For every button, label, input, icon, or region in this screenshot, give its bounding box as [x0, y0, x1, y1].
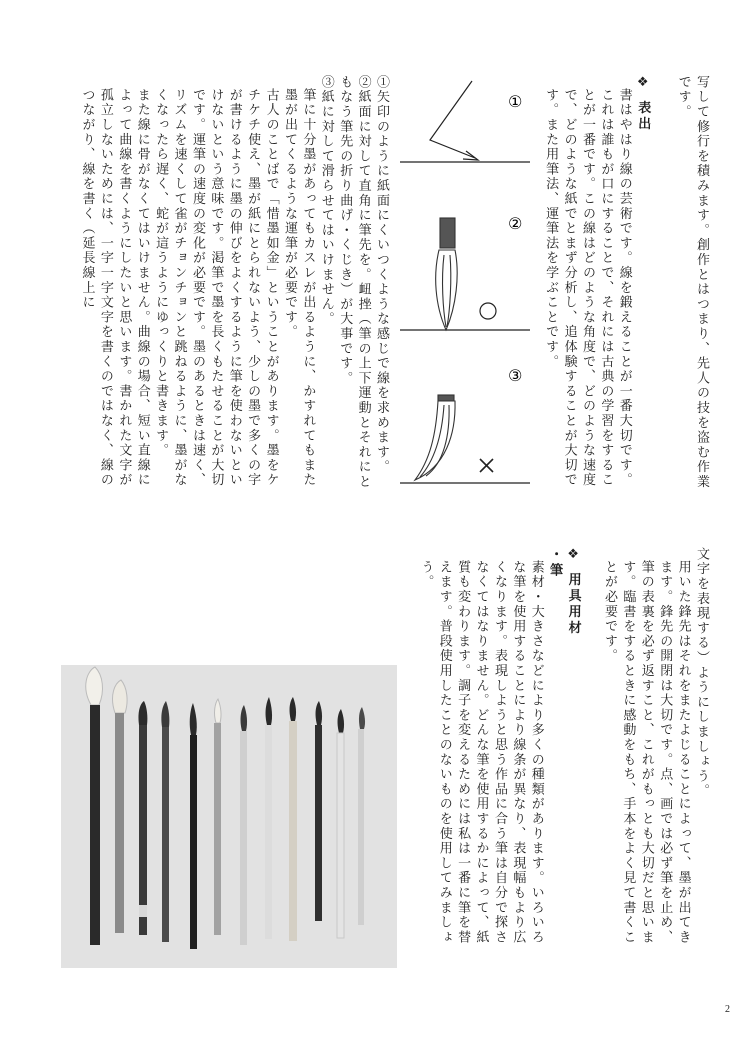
- hochi-paragraph: 用いた鋒先はそれをまたよじることによって、墨が出てきます。鋒先の開閉は大切です。点、画では必ず筆を止め、筆の表裏を必ず返すこと、これがもっとも大切だと思います。臨書をするときに感動をもち、手本をよく見て書くことが必要です。: [601, 560, 691, 945]
- brushes-illustration: [61, 665, 397, 968]
- figure-label-2: ②: [508, 214, 523, 233]
- kojin-paragraph: 古人のことばで「惜墨如金」ということがあります。墨をケチケチ使え、墨が紙にとられないよう、少しの墨で多くの字が書けるように墨の伸びをよくするように筆を使わないといけないという意味です。渇筆で墨を長くもたせることが大切です。運筆の速度の変化が必要です。墨のあるときは速く、リズムを速くして雀がチョンチョンと跳ねるように、墨がなくなったら遅く、蛇が這うようにゆっくりと書きます。: [153, 88, 279, 488]
- numbered-item-2: ②紙面に対して直角に筆先を。衄挫（筆の上下運動とそれにともなう筆先の折り曲げ・くじき）が大事です。: [337, 75, 371, 490]
- brushes-photo: [61, 665, 397, 968]
- hyoushutsu-paragraph: 書はやはり線の芸術です。線を鍛えることが一番大切です。これは誰もが口にすることで、それには古典の学習をすることが一番です。この線はどのような角度で、どのような速度で、どのような紙でとまず分析し、追体験することが大切です。また用筆法、運筆法を学ぶことです。: [543, 88, 632, 488]
- mata-paragraph: また線に骨がなくてはいけません。曲線の場合、短い直線によって曲線を書くようにしたいと思います。書かれた文字が孤立しないためには、一字一字文字を書くのではなく、線のつながり、線を書く（延長線上に: [79, 88, 150, 488]
- arrow-head: [463, 151, 478, 160]
- brush-slanted-figure: [415, 395, 455, 480]
- figure-label-1: ①: [508, 92, 523, 111]
- brush-6: [214, 699, 221, 935]
- brush-9: [289, 697, 297, 941]
- brush-2: [113, 680, 128, 933]
- brush-8: [265, 697, 272, 939]
- body-text-top-right: [535, 75, 710, 495]
- sozai-paragraph: 素材・大きさなどにより多くの種類があります。いろいろな筆を使用することにより線条が異なり、表現幅もより広くなります。表現しようと思う作品に合う筆は自分で探さなくてはなりません。どんな筆を使用するかによって、紙質も変わります。調子を変えるためには私は一番に筆を替えます。普段使用したことのないものを使用してみましょう。: [418, 560, 544, 945]
- intro-paragraph: 写して修行を積みます。創作とはつまり、先人の技を盗む作業です。: [675, 75, 709, 490]
- brush-4: [161, 701, 169, 942]
- continued-paragraph: 文字を表現する）ようにしましょう。: [694, 547, 709, 799]
- correct-mark-circle: [480, 303, 496, 319]
- subheading-fude: ・筆: [547, 547, 563, 579]
- numbered-item-3: ③紙に対して滑らせてはいけません。: [318, 75, 334, 327]
- fude-paragraph: 筆に十分墨があってもカスレが出るように、かすれてもまた墨が出てくるような運筆が必要です。: [281, 88, 316, 488]
- section-heading-yougu: ❖ 用具用材: [565, 547, 581, 637]
- brush-12: [358, 707, 365, 925]
- body-text-bottom: [405, 547, 710, 957]
- brush-5: [190, 703, 197, 949]
- page-number: 2: [725, 1004, 730, 1015]
- brush-3: [138, 701, 147, 935]
- brush-1: [86, 667, 103, 945]
- section-heading-hyoushutsu: ❖ 表出: [635, 75, 651, 133]
- brush-10: [315, 701, 322, 921]
- brush-angle-figure: [400, 75, 535, 495]
- brush-7: [240, 705, 247, 945]
- brush-vertical-figure: [436, 218, 457, 330]
- numbered-item-1: ①矢印のように紙面にくいつくような感じで線を求めます。: [374, 75, 389, 475]
- figure-label-3: ③: [508, 366, 523, 385]
- body-text-top-left: [60, 75, 390, 495]
- arrow-stroke-figure: [430, 81, 475, 158]
- brush-11: [337, 709, 344, 938]
- incorrect-mark-cross: [480, 459, 493, 472]
